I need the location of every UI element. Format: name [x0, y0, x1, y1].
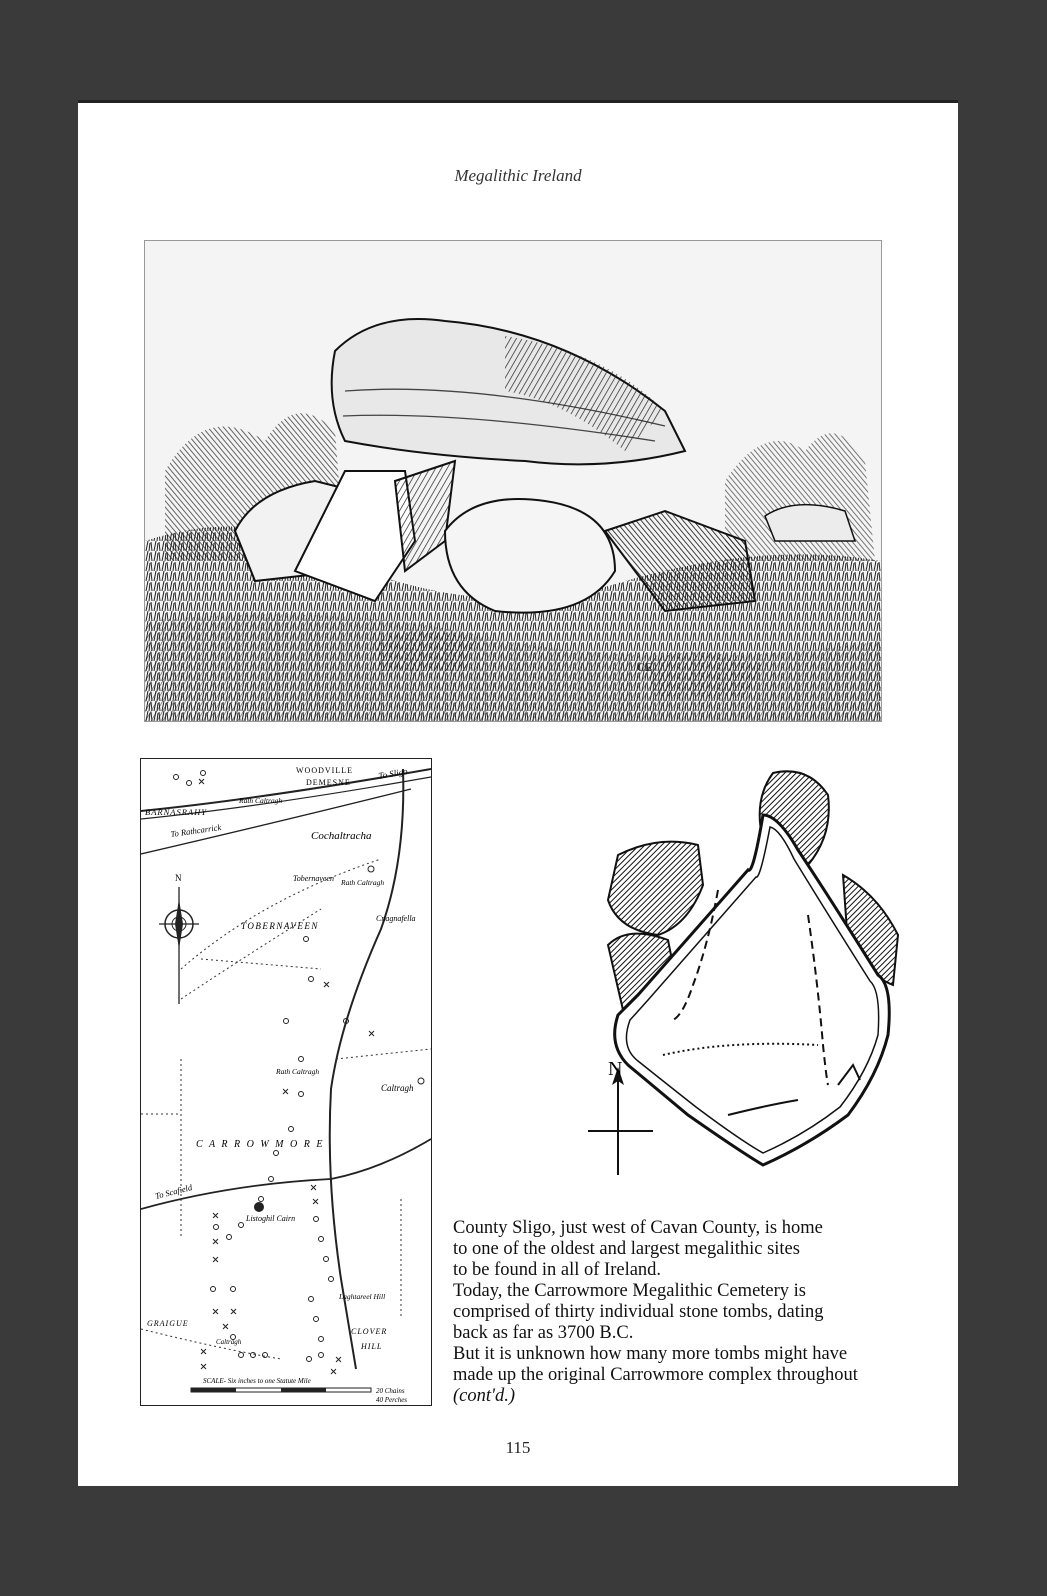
page: [78, 100, 958, 1486]
plan-north-label: N: [608, 1058, 623, 1080]
top-rule: [78, 100, 958, 111]
map-label-caltragh-2: Caltragh: [216, 1338, 242, 1346]
caption-line: back as far as 3700 B.C.: [453, 1323, 634, 1343]
north-arrow-icon: [588, 1067, 653, 1175]
carrowmore-map: [140, 758, 432, 1406]
page-number: 115: [505, 1438, 531, 1457]
map-label-barnasrahy: BARNASRAHY: [145, 807, 207, 817]
map-label-demesne: DEMESNE: [306, 778, 351, 787]
map-label-graigue: GRAIGUE: [147, 1319, 189, 1328]
map-label-to-scafield: To Scafield: [154, 1182, 194, 1201]
running-head: Megalithic Ireland: [454, 166, 582, 185]
caption: [453, 1218, 933, 1407]
map-label-to-sligo: To Sligo: [377, 766, 409, 781]
caption-line: to be found in all of Ireland.: [453, 1260, 662, 1280]
map-label-to-rathcarrick: To Rathcarrick: [169, 821, 222, 839]
caption-line: Today, the Carrowmore Megalithic Cemetery is: [453, 1281, 807, 1301]
dolmen-illustration: [144, 240, 882, 722]
map-label-rath-caltragh: Rath Caltragh: [239, 796, 283, 805]
caption-line: to one of the oldest and largest megalithic sites: [453, 1239, 800, 1259]
map-label-cnagnafella: Cnagnafella: [376, 914, 416, 923]
map-label-listoghil: Listoghil Cairn: [246, 1214, 296, 1223]
map-label-carrowmore: C A R R O W M O R E: [196, 1139, 325, 1150]
map-label-caltragh: Caltragh: [381, 1083, 414, 1093]
map-scale-chains: 20 Chains: [376, 1387, 405, 1395]
map-label-hill: HILL: [361, 1342, 383, 1351]
map-label-cochaltracha: Cochaltracha: [311, 830, 372, 842]
map-label-tobernaveen: TOBERNAVEEN: [241, 921, 319, 931]
map-label-rath-caltragh-3: Rath Caltragh: [276, 1067, 320, 1076]
map-label-laghtareel: Laghtareel Hill: [339, 1292, 386, 1301]
caption-line: But it is unknown how many more tombs might have: [453, 1344, 848, 1364]
map-label-clover: CLOVER: [351, 1327, 388, 1336]
tomb-plan-diagram: [508, 755, 928, 1175]
map-label-tobernaveen-small: Tobernaveen: [293, 874, 335, 883]
caption-line: County Sligo, just west of Cavan County, is home: [453, 1218, 823, 1238]
map-scale-perches: 40 Perches: [376, 1396, 408, 1404]
caption-continued: (cont'd.): [453, 1386, 516, 1406]
caption-line: comprised of thirty individual stone tombs, dating: [453, 1302, 824, 1322]
caption-line: made up the original Carrowmore complex throughout: [453, 1365, 858, 1385]
map-scale-caption: SCALE- Six inches to one Statute Mile: [203, 1377, 311, 1385]
engraver-signature: CE: [637, 660, 653, 674]
map-label-rath-caltragh-2: Rath Caltragh: [341, 878, 385, 887]
map-north-label: N: [175, 873, 182, 883]
map-label-woodville: WOODVILLE: [296, 766, 353, 775]
